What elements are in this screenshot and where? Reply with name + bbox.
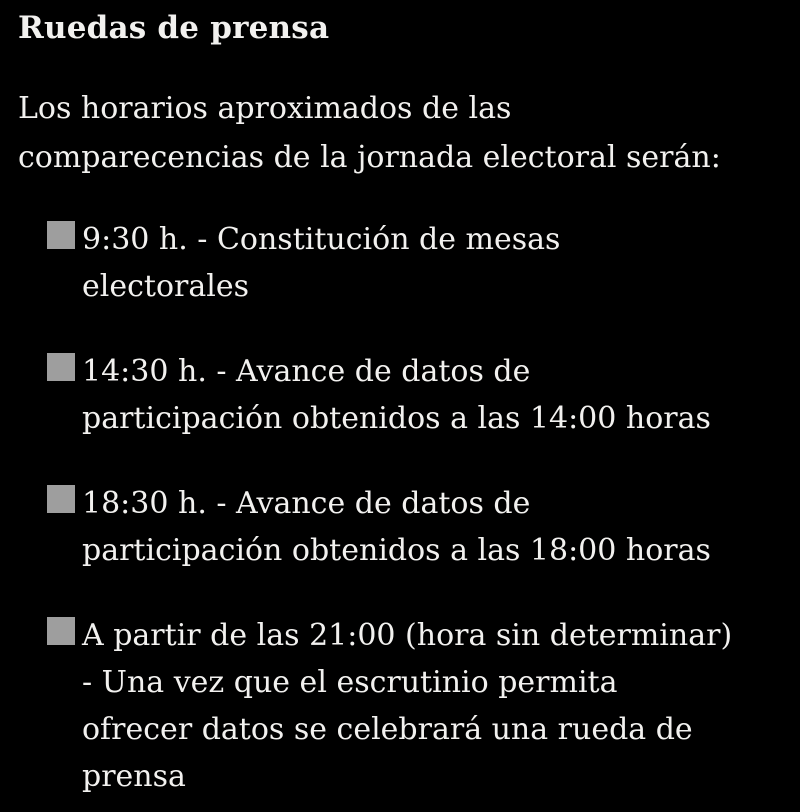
square-bullet-icon — [47, 353, 75, 381]
square-bullet-icon — [47, 485, 75, 513]
text-line: ofrecer datos se celebrará una rueda de — [82, 712, 693, 747]
list-item-text — [82, 348, 780, 442]
list-item-text — [82, 480, 780, 574]
schedule-list-item — [18, 612, 780, 800]
square-bullet-icon — [47, 617, 75, 645]
text-line: 9:30 h. - Constitución de mesas — [82, 222, 561, 257]
schedule-list-item — [18, 480, 780, 574]
schedule-list-item — [18, 216, 780, 310]
text-line: participación obtenidos a las 14:00 horas — [82, 401, 711, 436]
list-item-text — [82, 612, 780, 800]
press-schedule-list — [18, 216, 780, 800]
text-line: A partir de las 21:00 (hora sin determinar) — [82, 618, 733, 653]
list-item-text — [82, 216, 780, 310]
schedule-list-item — [18, 348, 780, 442]
text-line: comparecencias de la jornada electoral serán: — [18, 140, 721, 175]
section-heading: Ruedas de prensa — [18, 10, 330, 46]
text-line: 18:30 h. - Avance de datos de — [82, 486, 531, 521]
square-bullet-icon — [47, 221, 75, 249]
text-line: electorales — [82, 269, 249, 304]
text-line: - Una vez que el escrutinio permita — [82, 665, 618, 700]
text-line: participación obtenidos a las 18:00 horas — [82, 533, 711, 568]
text-line: prensa — [82, 759, 186, 794]
text-line: 14:30 h. - Avance de datos de — [82, 354, 531, 389]
text-line: Los horarios aproximados de las — [18, 91, 512, 126]
intro-paragraph — [18, 84, 780, 182]
